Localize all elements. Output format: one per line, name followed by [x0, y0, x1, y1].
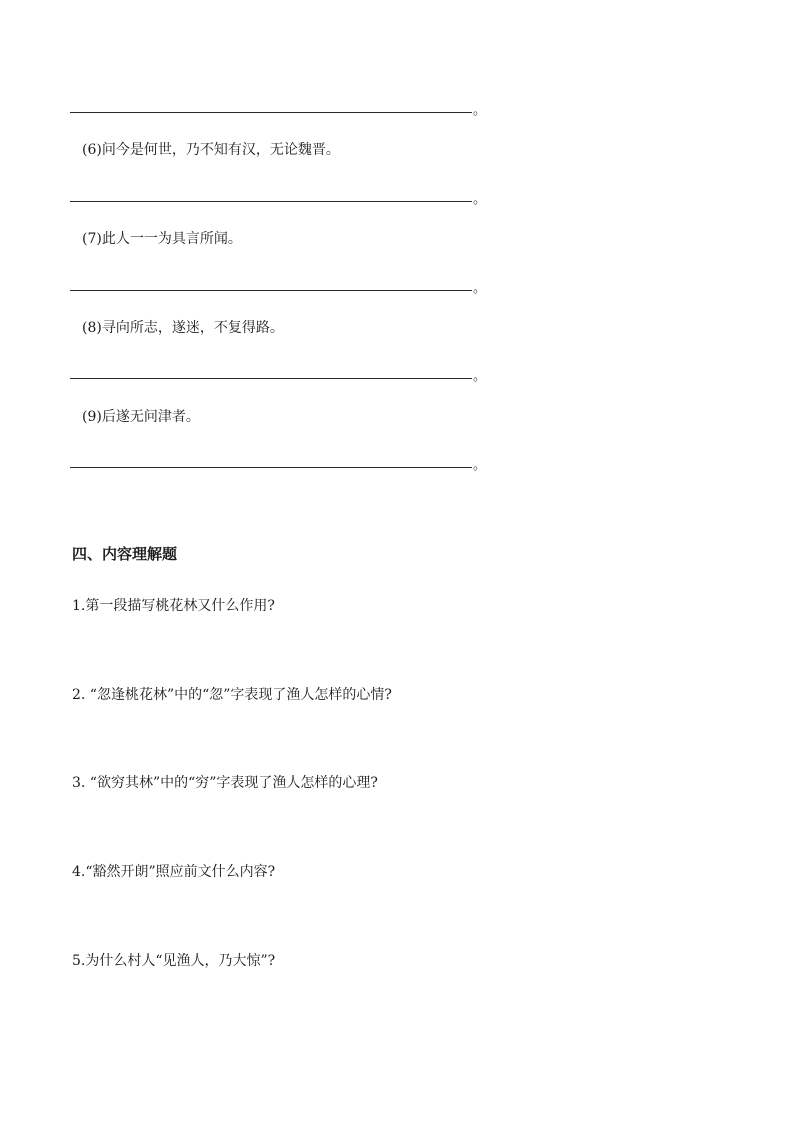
translation-item-9: (9)后遂无问津者。 — [82, 409, 200, 425]
answer-line-period: 。 — [473, 369, 487, 384]
answer-line-period: 。 — [473, 192, 487, 207]
question-4: 4.“豁然开朗”照应前文什么内容? — [72, 864, 276, 880]
answer-line — [70, 201, 472, 202]
answer-line — [70, 112, 472, 113]
question-2: 2. “忽逢桃花林”中的“忽”字表现了渔人怎样的心情? — [72, 687, 392, 703]
answer-line — [70, 378, 472, 379]
question-1: 1.第一段描写桃花林又什么作用? — [72, 598, 275, 614]
translation-item-6: (6)问今是何世，乃不知有汉，无论魏晋。 — [82, 142, 340, 158]
question-3: 3. “欲穷其林”中的“穷”字表现了渔人怎样的心理? — [72, 775, 378, 791]
answer-line-period: 。 — [473, 458, 487, 473]
answer-line — [70, 290, 472, 291]
answer-line-period: 。 — [473, 281, 487, 296]
section-heading: 四、内容理解题 — [72, 545, 178, 563]
answer-line-period: 。 — [473, 103, 487, 118]
translation-item-7: (7)此人一一为具言所闻。 — [82, 231, 242, 247]
question-5: 5.为什么村人“见渔人，乃大惊”? — [72, 953, 276, 969]
answer-line — [70, 467, 472, 468]
translation-item-8: (8)寻向所志，遂迷，不复得路。 — [82, 320, 284, 336]
